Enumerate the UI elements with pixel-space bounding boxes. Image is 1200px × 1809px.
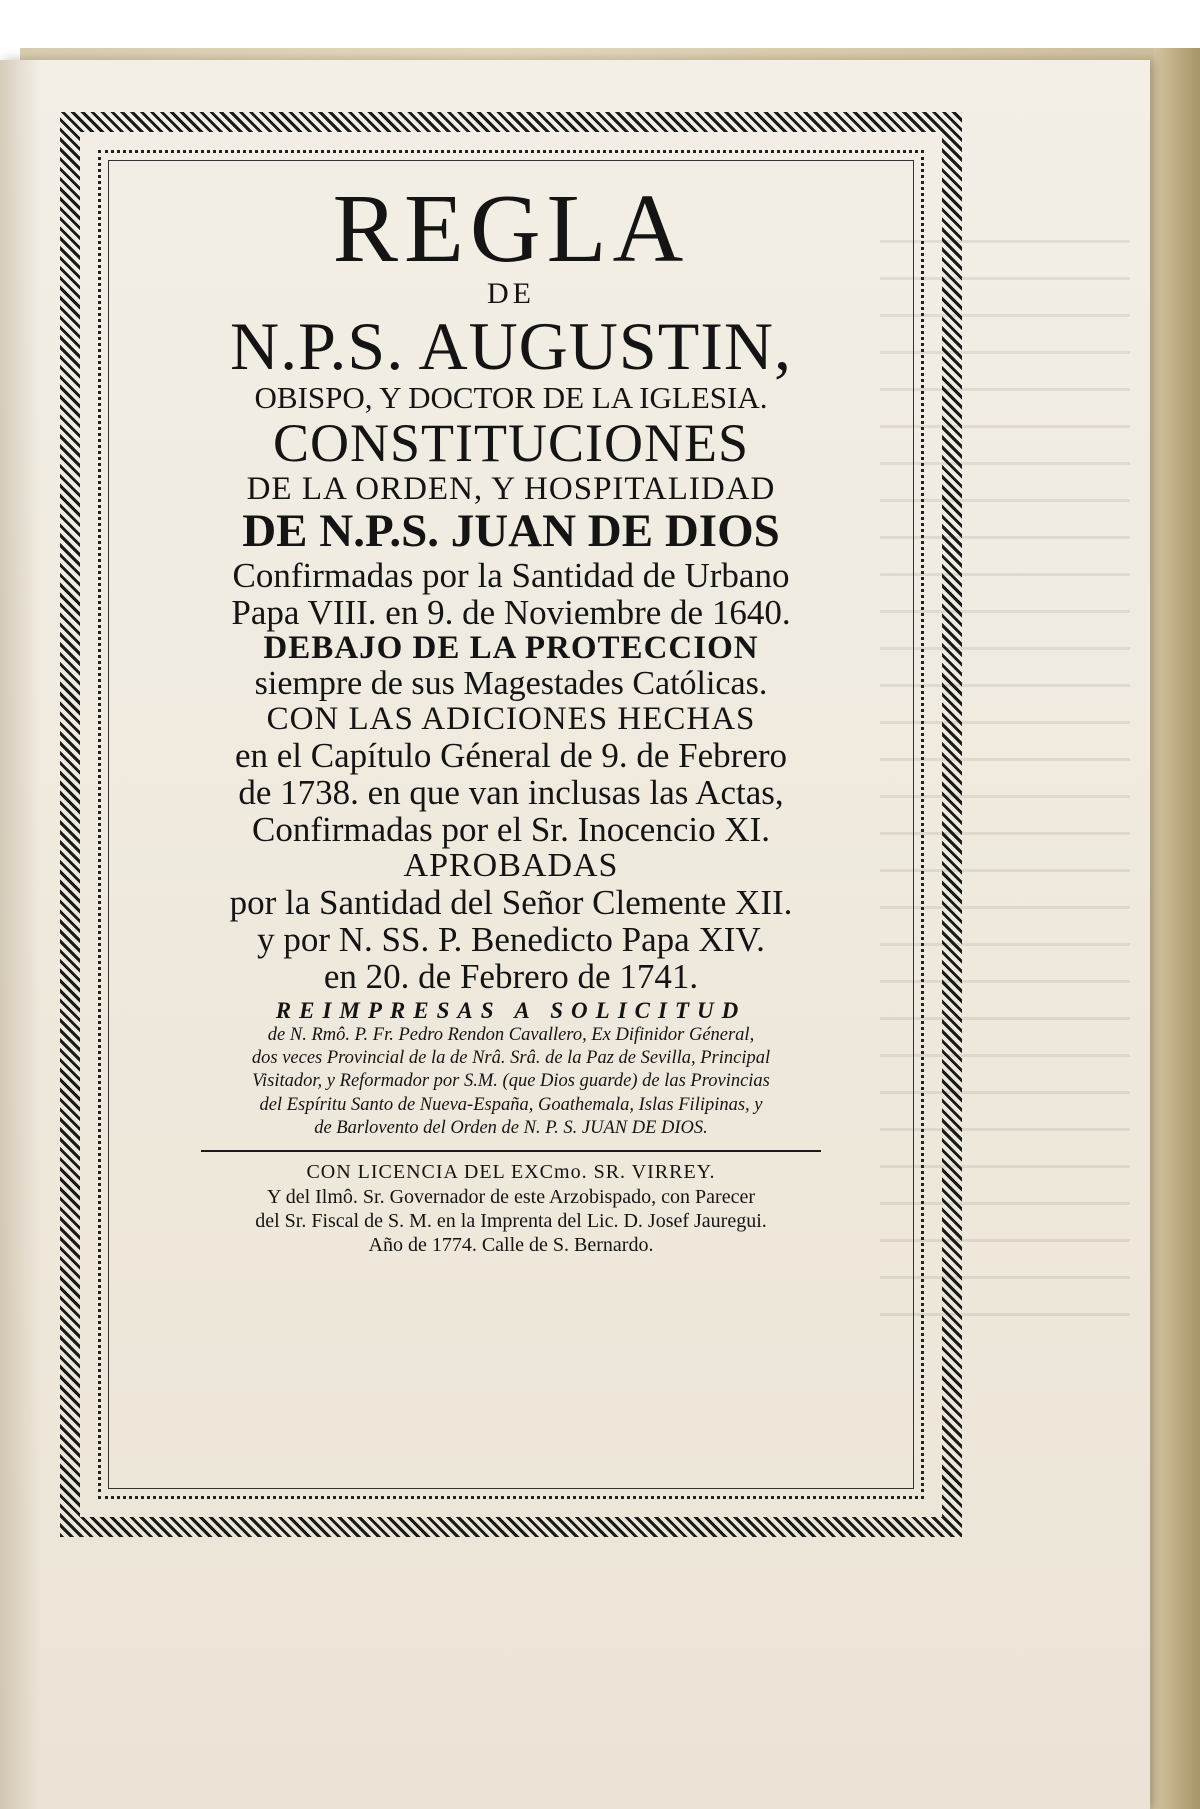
solicitor-line-3: Visitador, y Reformador por S.M. (que Dios guarde) de las Provincias <box>252 1071 770 1092</box>
solicitor-line-2: dos veces Provincial de la de Nrâ. Srâ. de la Paz de Sevilla, Principal <box>251 1048 771 1069</box>
text-proteccion: DEBAJO DE LA PROTECCION <box>263 629 759 666</box>
title-obispo: OBISPO, Y DOCTOR DE LA IGLESIA. <box>254 379 768 415</box>
title-page-text <box>118 175 904 1258</box>
text-adiciones: CON LAS ADICIONES HECHAS <box>266 700 756 737</box>
text-benedicto: y por N. SS. P. Benedicto Papa XIV. <box>257 920 765 960</box>
text-1741: en 20. de Febrero de 1741. <box>323 957 699 997</box>
text-actas: de 1738. en que van inclusas las Actas, <box>238 772 784 812</box>
text-confirmadas: Confirmadas por la Santidad de Urbano <box>232 555 790 595</box>
binding-edge <box>1154 48 1200 1809</box>
solicitor-line-5: de Barlovento del Orden de N. P. S. JUAN DE DIOS. <box>314 1117 708 1138</box>
imprint-licencia: CON LICENCIA DEL EXCmo. SR. VIRREY. <box>306 1161 716 1184</box>
solicitor-line-4: del Espíritu Santo de Nueva-España, Goathemala, Islas Filipinas, y <box>259 1094 763 1115</box>
text-aprobadas: APROBADAS <box>403 847 619 885</box>
text-reimpresas: REIMPRESAS A SOLICITUD <box>275 998 747 1024</box>
text-capitulo: en el Capítulo Géneral de 9. de Febrero <box>234 735 788 775</box>
imprint-year: Año de 1774. Calle de S. Bernardo. <box>368 1234 654 1257</box>
title-orden: DE LA ORDEN, Y HOSPITALIDAD <box>246 470 776 507</box>
title-juan-de-dios: DE N.P.S. JUAN DE DIOS <box>242 504 780 557</box>
gutter-shadow <box>0 60 40 1809</box>
text-magestades: siempre de sus Magestades Católicas. <box>254 664 768 702</box>
imprint-imprenta: del Sr. Fiscal de S. M. en la Imprenta del Lic. D. Josef Jauregui. <box>255 1210 767 1233</box>
imprint-divider <box>201 1150 821 1152</box>
solicitor-line-1: de N. Rmô. P. Fr. Pedro Rendon Cavallero, Ex Difinidor Géneral, <box>267 1024 755 1045</box>
text-papa-viii: Papa VIII. en 9. de Noviembre de 1640. <box>231 592 791 632</box>
imprint-governador: Y del Ilmô. Sr. Governador de este Arzobispado, con Parecer <box>267 1185 755 1208</box>
title-de: DE <box>487 276 535 310</box>
text-clemente: por la Santidad del Señor Clemente XII. <box>229 883 793 923</box>
text-inocencio: Confirmadas por el Sr. Inocencio XI. <box>251 809 771 849</box>
title-regla: REGLA <box>332 175 690 283</box>
title-constituciones: CONSTITUCIONES <box>272 412 749 473</box>
title-augustin: N.P.S. AUGUSTIN, <box>230 307 792 384</box>
